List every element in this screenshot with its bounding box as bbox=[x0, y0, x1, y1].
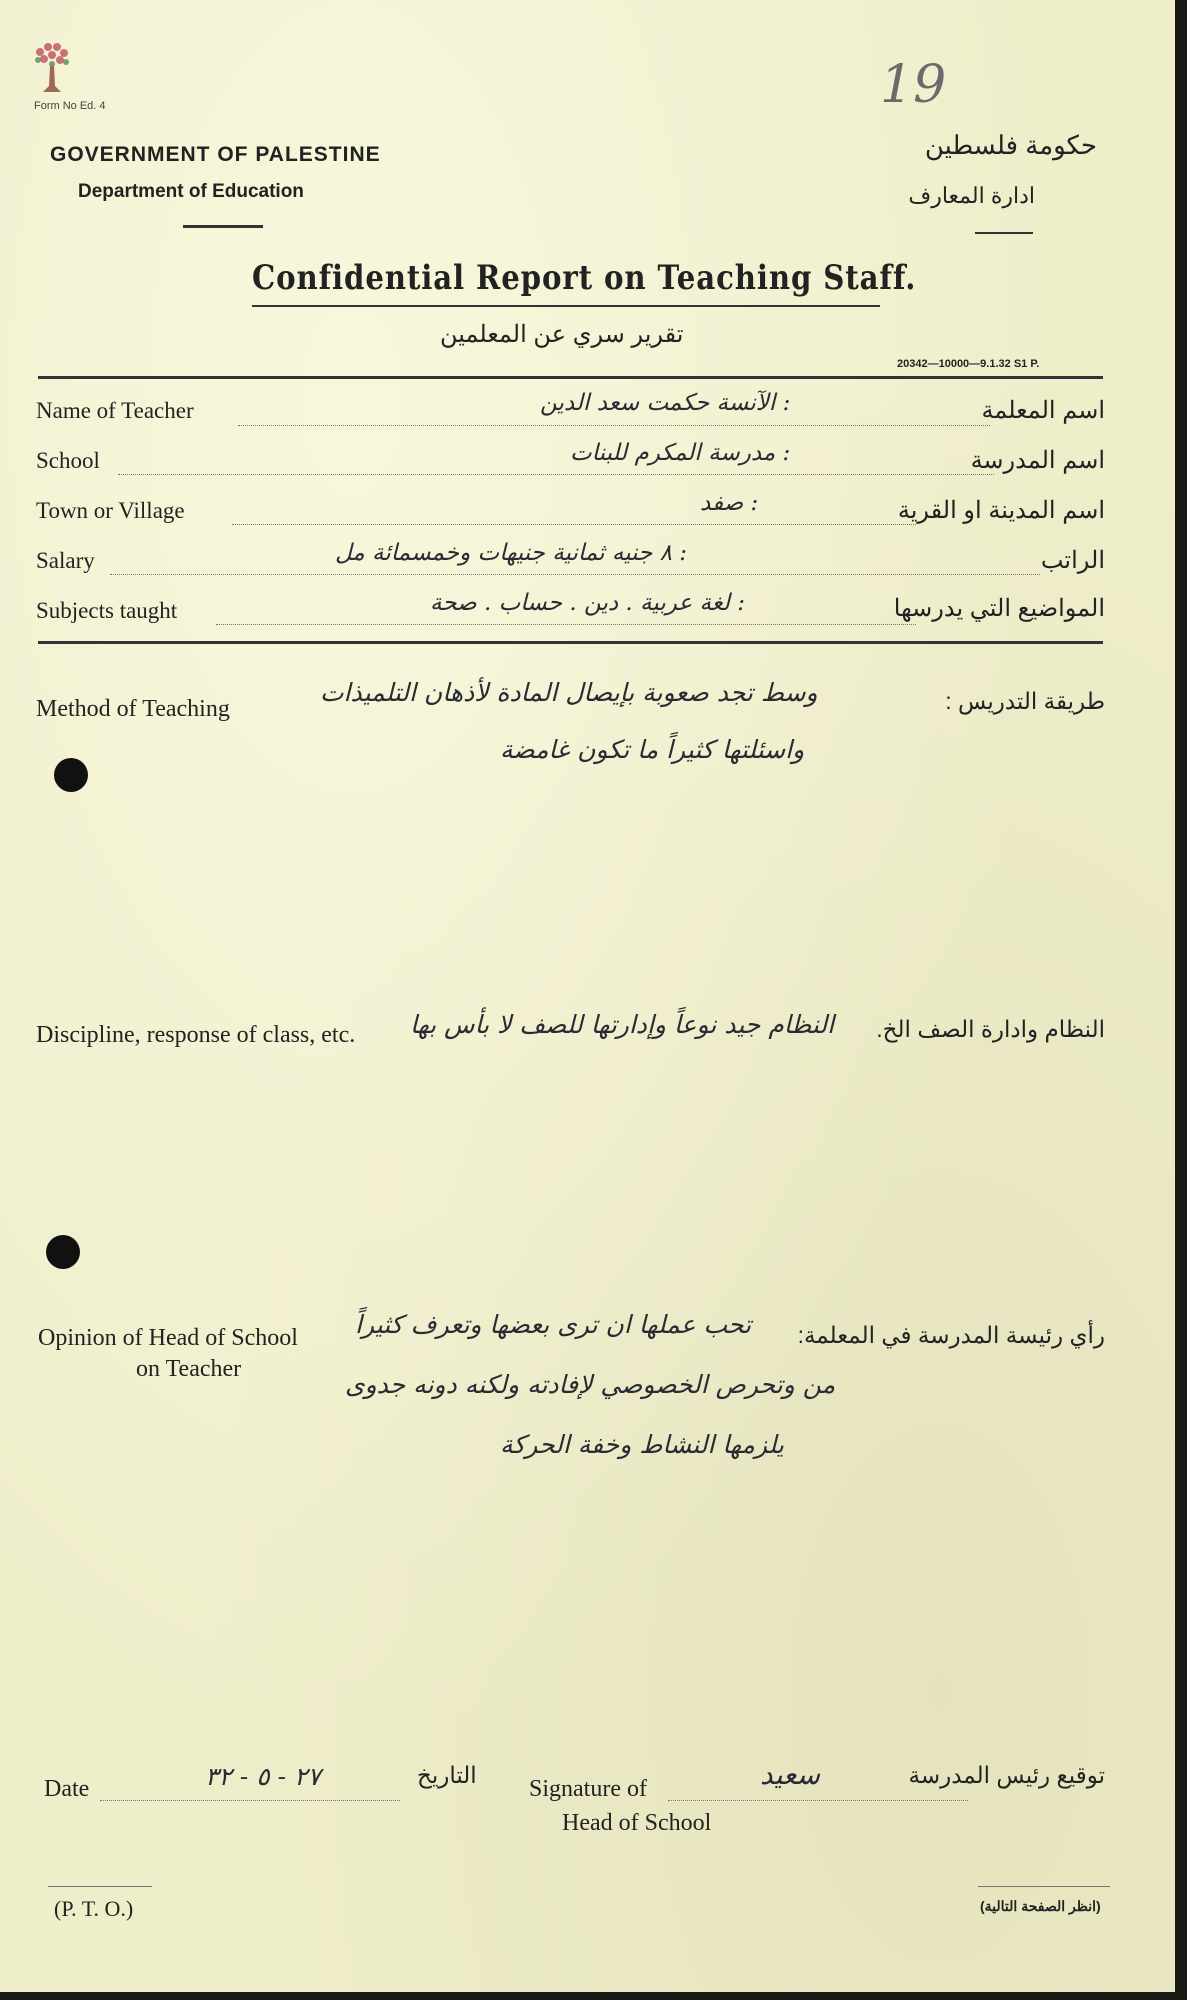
punch-hole bbox=[46, 1235, 80, 1269]
divider bbox=[183, 225, 263, 228]
government-title-arabic: حكومة فلسطين bbox=[924, 130, 1097, 160]
title-underline bbox=[252, 305, 880, 307]
field-label-ar: الراتب bbox=[1040, 547, 1105, 574]
punch-hole bbox=[54, 758, 88, 792]
report-title-arabic: تقرير سري عن المعلمين bbox=[440, 321, 684, 348]
field-label-ar: اسم المدينة او القرية bbox=[897, 497, 1105, 524]
date-label-ar: التاريخ bbox=[417, 1762, 477, 1788]
field-value: : الآنسة حكمت سعد الدين bbox=[540, 390, 791, 416]
field-label-en: Name of Teacher bbox=[36, 398, 194, 423]
field-dotted-line bbox=[110, 574, 1040, 575]
field-label-en: Salary bbox=[36, 548, 95, 573]
please-turn-over: (P. T. O.) bbox=[54, 1896, 134, 1921]
please-turn-over-arabic: (انظر الصفحة التالية) bbox=[980, 1898, 1101, 1914]
signature-label-ar: توقيع رئيس المدرسة bbox=[908, 1762, 1105, 1788]
field-label-en: School bbox=[36, 448, 100, 473]
divider bbox=[975, 232, 1033, 234]
field-dotted-line bbox=[118, 474, 994, 475]
section-label-en: Method of Teaching bbox=[36, 696, 230, 722]
section-label-en: Discipline, response of class, etc. bbox=[36, 1022, 356, 1048]
report-title: Confidential Report on Teaching Staff. bbox=[252, 258, 917, 298]
section-rule bbox=[38, 376, 1103, 379]
field-value: : ٨ جنيه ثمانية جنيهات وخمسمائة مل bbox=[335, 540, 688, 566]
field-label-ar: المواضيع التي يدرسها bbox=[893, 595, 1105, 622]
department-title: Department of Education bbox=[78, 181, 304, 202]
section-label-en-line2: on Teacher bbox=[136, 1356, 242, 1382]
field-dotted-line bbox=[216, 624, 916, 625]
date-label: Date bbox=[44, 1776, 90, 1802]
divider bbox=[978, 1886, 1110, 1887]
divider bbox=[48, 1886, 152, 1887]
tree-emblem-icon bbox=[30, 40, 74, 98]
method-text-line: وسط تجد صعوبة بإيصال المادة لأذهان التلميذات bbox=[320, 678, 818, 707]
section-label-en: Opinion of Head of School bbox=[38, 1325, 298, 1351]
section-label-ar: رأي رئيسة المدرسة في المعلمة: bbox=[797, 1322, 1105, 1348]
field-label-ar: اسم المعلمة bbox=[981, 397, 1105, 424]
date-value: ٢٧ - ٥ - ٣٢ bbox=[205, 1762, 321, 1791]
section-label-ar: النظام وادارة الصف الخ. bbox=[876, 1016, 1105, 1042]
field-dotted-line bbox=[238, 425, 990, 426]
opinion-text-line: من وتحرص الخصوصي لإفادته ولكنه دونه جدوى bbox=[345, 1370, 836, 1399]
signature-label: Signature of bbox=[529, 1776, 647, 1802]
department-title-arabic: ادارة المعارف bbox=[908, 183, 1035, 208]
form-number: Form No Ed. 4 bbox=[34, 100, 106, 112]
field-label-ar: اسم المدرسة bbox=[970, 447, 1105, 474]
signature-value: سعيد bbox=[760, 1758, 821, 1791]
section-rule bbox=[38, 641, 1103, 644]
discipline-text: النظام جيد نوعاً وإدارتها للصف لا بأس بها bbox=[410, 1010, 835, 1039]
government-title: GOVERNMENT OF PALESTINE bbox=[50, 143, 381, 166]
date-dotted-line bbox=[100, 1800, 400, 1801]
field-dotted-line bbox=[232, 524, 916, 525]
section-label-ar: طريقة التدريس : bbox=[945, 688, 1105, 714]
field-label-en: Subjects taught bbox=[36, 598, 178, 623]
field-value: : مدرسة المكرم للبنات bbox=[570, 440, 791, 466]
print-reference: 20342—10000—9.1.32 S1 P. bbox=[897, 358, 1040, 370]
field-label-en: Town or Village bbox=[36, 498, 185, 523]
field-value: : صفد bbox=[700, 490, 759, 516]
opinion-text-line: تحب عملها ان ترى بعضها وتعرف كثيراً bbox=[355, 1310, 752, 1339]
signature-dotted-line bbox=[668, 1800, 968, 1801]
method-text-line: واسئلتها كثيراً ما تكون غامضة bbox=[500, 735, 805, 764]
signature-label-line2: Head of School bbox=[562, 1810, 712, 1836]
field-value: : لغة عربية . دين . حساب . صحة bbox=[430, 590, 745, 616]
opinion-text-line: يلزمها النشاط وخفة الحركة bbox=[500, 1430, 784, 1459]
page-number: 19 bbox=[880, 55, 947, 115]
